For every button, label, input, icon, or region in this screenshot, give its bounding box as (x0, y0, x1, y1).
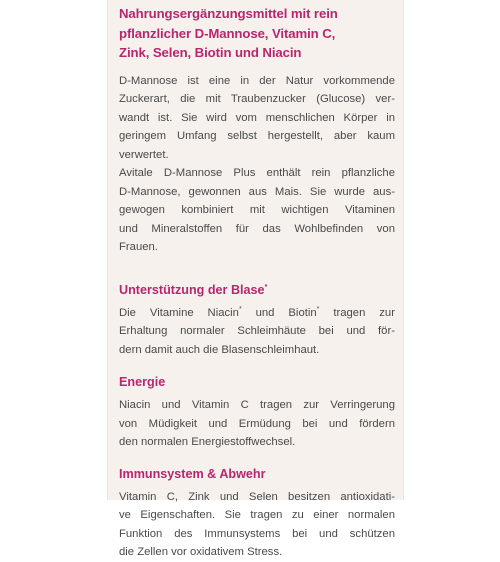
text-line: wandt ist. Sie wird vom menschlichen Körper in (119, 111, 395, 124)
section-title-energie: Energie (119, 375, 166, 389)
text-line: Zuckerart, die mit Traubenzucker (Glucose) ver- (119, 93, 395, 105)
text-line: Funktion des Immunsystems bei und schützen (119, 527, 395, 540)
text-line: geringem Umfang selbst hergestellt, aber kaum (119, 130, 395, 142)
intro-paragraph-1 (119, 72, 395, 165)
text-line: ve Eigenschaften. Sie tragen zu einer normalen (119, 509, 395, 521)
footnote-mark: * (316, 305, 320, 313)
text-line: die Zellen vor oxidativem Stress. (119, 546, 283, 558)
section-title-text: Unterstützung der Blase (119, 282, 265, 297)
headline-line: pflanzlicher D-Mannose, Vitamin C, (119, 25, 336, 41)
section-title-blase (119, 282, 395, 299)
text-line: D-Mannose, gewonnen aus Mais. Sie wurde aus- (119, 185, 395, 198)
text-line: gewogen kombiniert mit wichtigen Vitaminen (119, 204, 395, 216)
headline (119, 4, 395, 63)
text-line: Avitale D-Mannose Plus enthält rein pflanzliche (119, 167, 395, 179)
text-line (119, 304, 395, 323)
intro-paragraph-2 (119, 164, 395, 257)
text-line: den normalen Energiestoffwechsel. (119, 436, 296, 448)
text-segment: Die Vitamine Niacin (119, 306, 239, 319)
section-text-immunsystem (119, 488, 395, 562)
left-margin (0, 0, 107, 500)
headline-line: Zink, Selen, Biotin und Niacin (119, 45, 302, 60)
headline-line: Nahrungsergänzungsmittel mit rein (119, 6, 338, 21)
footnote-mark: * (238, 305, 242, 313)
text-line: Frauen. (119, 241, 158, 253)
text-line: Erhaltung normaler Schleimhäute bei und för- (119, 325, 395, 337)
text-line: Niacin und Vitamin C tragen zur Verringerung (119, 399, 395, 411)
text-line: verwertet. (119, 148, 169, 161)
section-text-energie (119, 396, 395, 452)
text-line: und Mineralstoffen für das Wohlbefinden von (119, 222, 395, 235)
text-line: Vitamin C, Zink und Selen besitzen antioxidati- (119, 490, 395, 503)
text-segment: und Biotin (241, 306, 317, 319)
text-line: D-Mannose ist eine in der Natur vorkommende (119, 74, 395, 87)
section-text-blase (119, 304, 395, 360)
text-line: dern damit auch die Blasenschleimhaut. (119, 343, 320, 356)
text-segment: tragen zur (319, 306, 395, 319)
section-title-immunsystem: Immunsystem & Abwehr (119, 466, 266, 481)
text-line: von Müdigkeit und Ermüdung bei und fördern (119, 417, 395, 430)
info-panel (107, 0, 404, 558)
right-margin (404, 0, 500, 500)
footnote-mark: * (264, 283, 268, 291)
